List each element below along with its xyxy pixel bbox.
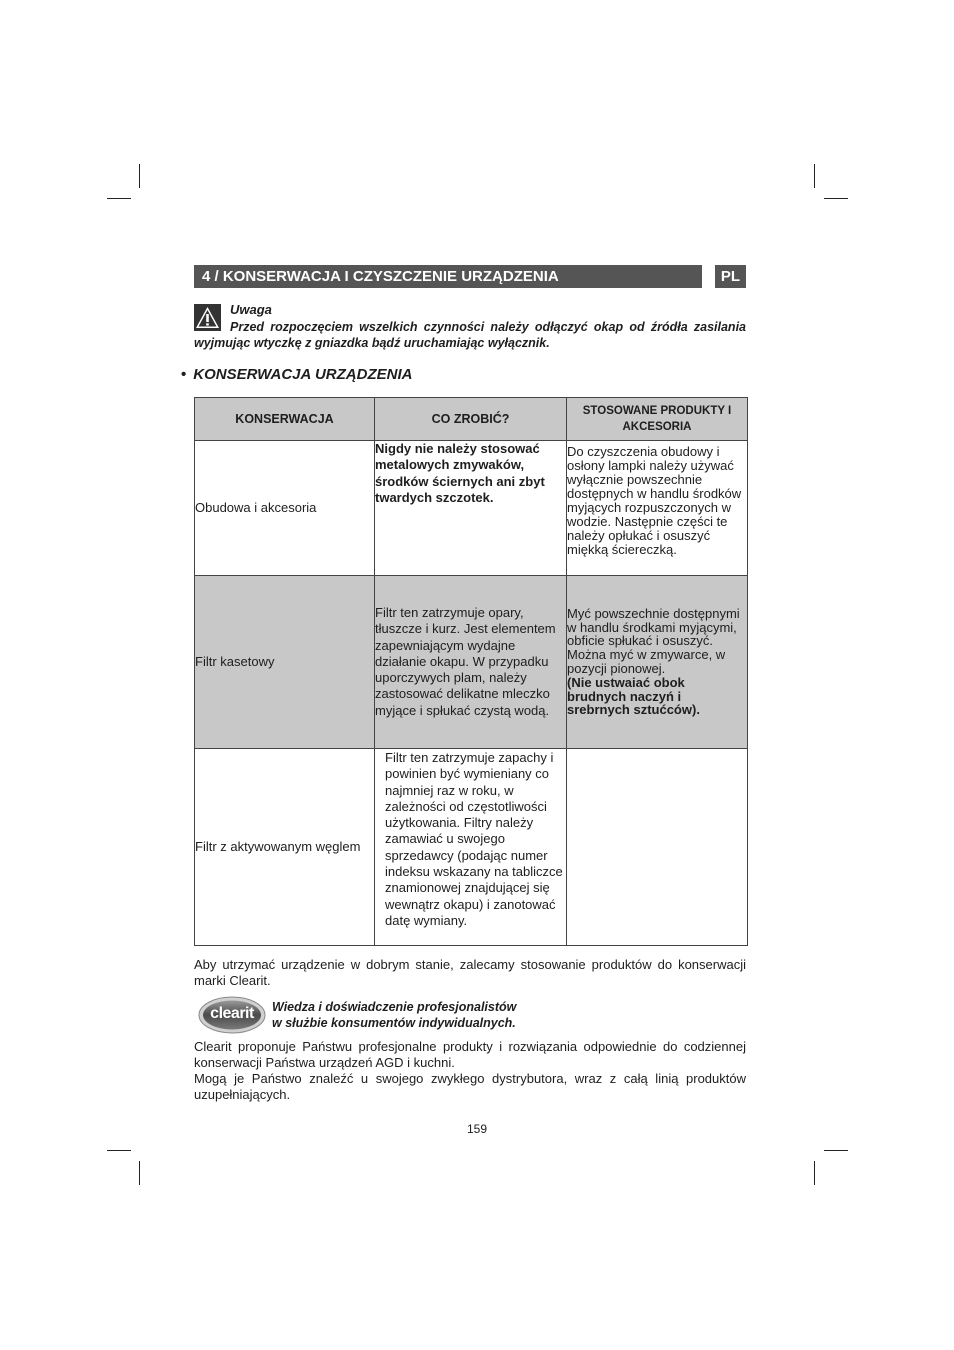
- table-header-cell: CO ZROBIĆ?: [375, 398, 567, 441]
- bullet: •: [181, 366, 187, 383]
- paragraph: Mogą je Państwo znaleźć u swojego zwykłego dystrybutora, wraz z całą linią produktów uzupełniających.: [194, 1071, 746, 1102]
- table-cell-item: Filtr kasetowy: [195, 576, 375, 749]
- crop-mark: [139, 1161, 140, 1185]
- crop-mark: [107, 1150, 131, 1151]
- table-row: [195, 749, 748, 946]
- crop-mark: [107, 198, 131, 199]
- warning-title: Uwaga: [230, 302, 272, 317]
- paragraph: Clearit proponuje Państwu profesjonalne produkty i rozwiązania odpowiednie do codziennej konserwacji Państwa urządzeń AGD i kuchni.: [194, 1039, 746, 1070]
- subsection-heading: [181, 366, 412, 383]
- products-note: (Nie ustwaiać obok brudnych naczyń i srebrnych sztućców).: [567, 674, 700, 718]
- section-title: 4 / KONSERWACJA I CZYSZCZENIE URZĄDZENIA: [194, 265, 702, 288]
- table-cell-products: [567, 576, 748, 749]
- clearit-recommendation: Aby utrzymać urządzenie w dobrym stanie, zalecamy stosowanie produktów do konserwacji marki Clearit.: [194, 957, 746, 988]
- warning-text: Przed rozpoczęciem wszelkich czynności należy odłączyć okap od źródła zasilania wyjmując wtyczkę z gniazdka bądź uruchamiając wyłącznik.: [194, 320, 746, 350]
- table-cell-action: Filtr ten zatrzymuje zapachy i powinien być wymieniany co najmniej raz w roku, w zależności od częstotliwości użytkowania. Filtry należy zamawiać u swojego sprzedawcy (podając numer indeksu wskazany na tabliczce znamionowej znajdującej się wewnątrz okapu) i zanotować datę wymiany.: [375, 749, 567, 946]
- table-cell-products: [567, 749, 748, 946]
- table-header-row: [195, 398, 748, 441]
- slogan-line: w służbie konsumentów indywidualnych.: [272, 1016, 516, 1030]
- clearit-logo-text: clearit: [210, 1005, 254, 1022]
- table-row: [195, 441, 748, 576]
- crop-mark: [824, 1150, 848, 1151]
- clearit-logo: [198, 996, 266, 1034]
- crop-mark: [824, 198, 848, 199]
- language-badge: PL: [715, 265, 746, 288]
- table-header-cell: STOSOWANE PRODUKTY I AKCESORIA: [567, 398, 748, 441]
- table-cell-action: Nigdy nie należy stosować metalowych zmywaków, środków ściernych ani zbyt twardych szczotek.: [375, 441, 567, 576]
- products-text: Myć powszechnie dostępnymi w handlu środkami myjącymi, obficie spłukać i osuszyć. Można myć w zmywarce, w pozycji pionowej.: [567, 605, 740, 676]
- crop-mark: [139, 164, 140, 188]
- maintenance-table: [194, 397, 748, 946]
- crop-mark: [814, 164, 815, 188]
- table-cell-action: Filtr ten zatrzymuje opary, tłuszcze i kurz. Jest elementem zapewniającym wydajne działanie okapu. W przypadku uporczywych plam, należy zastosować delikatne mleczko myjące i spłukać czystą wodą.: [375, 576, 567, 749]
- table-cell-products: Do czyszczenia obudowy i osłony lampki należy używać wyłącznie powszechnie dostępnych w handlu środków myjących rozpuszczonych w wodzie. Następnie części te należy opłukać i osuszyć miękką ściereczką.: [567, 441, 748, 576]
- slogan-line: Wiedza i doświadczenie profesjonalistów: [272, 1000, 517, 1014]
- clearit-slogan: [272, 999, 516, 1031]
- page-number: 159: [466, 1122, 488, 1136]
- table-header-cell: KONSERWACJA: [195, 398, 375, 441]
- table-cell-item: Filtr z aktywowanym węglem: [195, 749, 375, 946]
- table-row: [195, 576, 748, 749]
- crop-mark: [814, 1161, 815, 1185]
- table-cell-item: Obudowa i akcesoria: [195, 441, 375, 576]
- subsection-title: KONSERWACJA URZĄDZENIA: [193, 366, 413, 383]
